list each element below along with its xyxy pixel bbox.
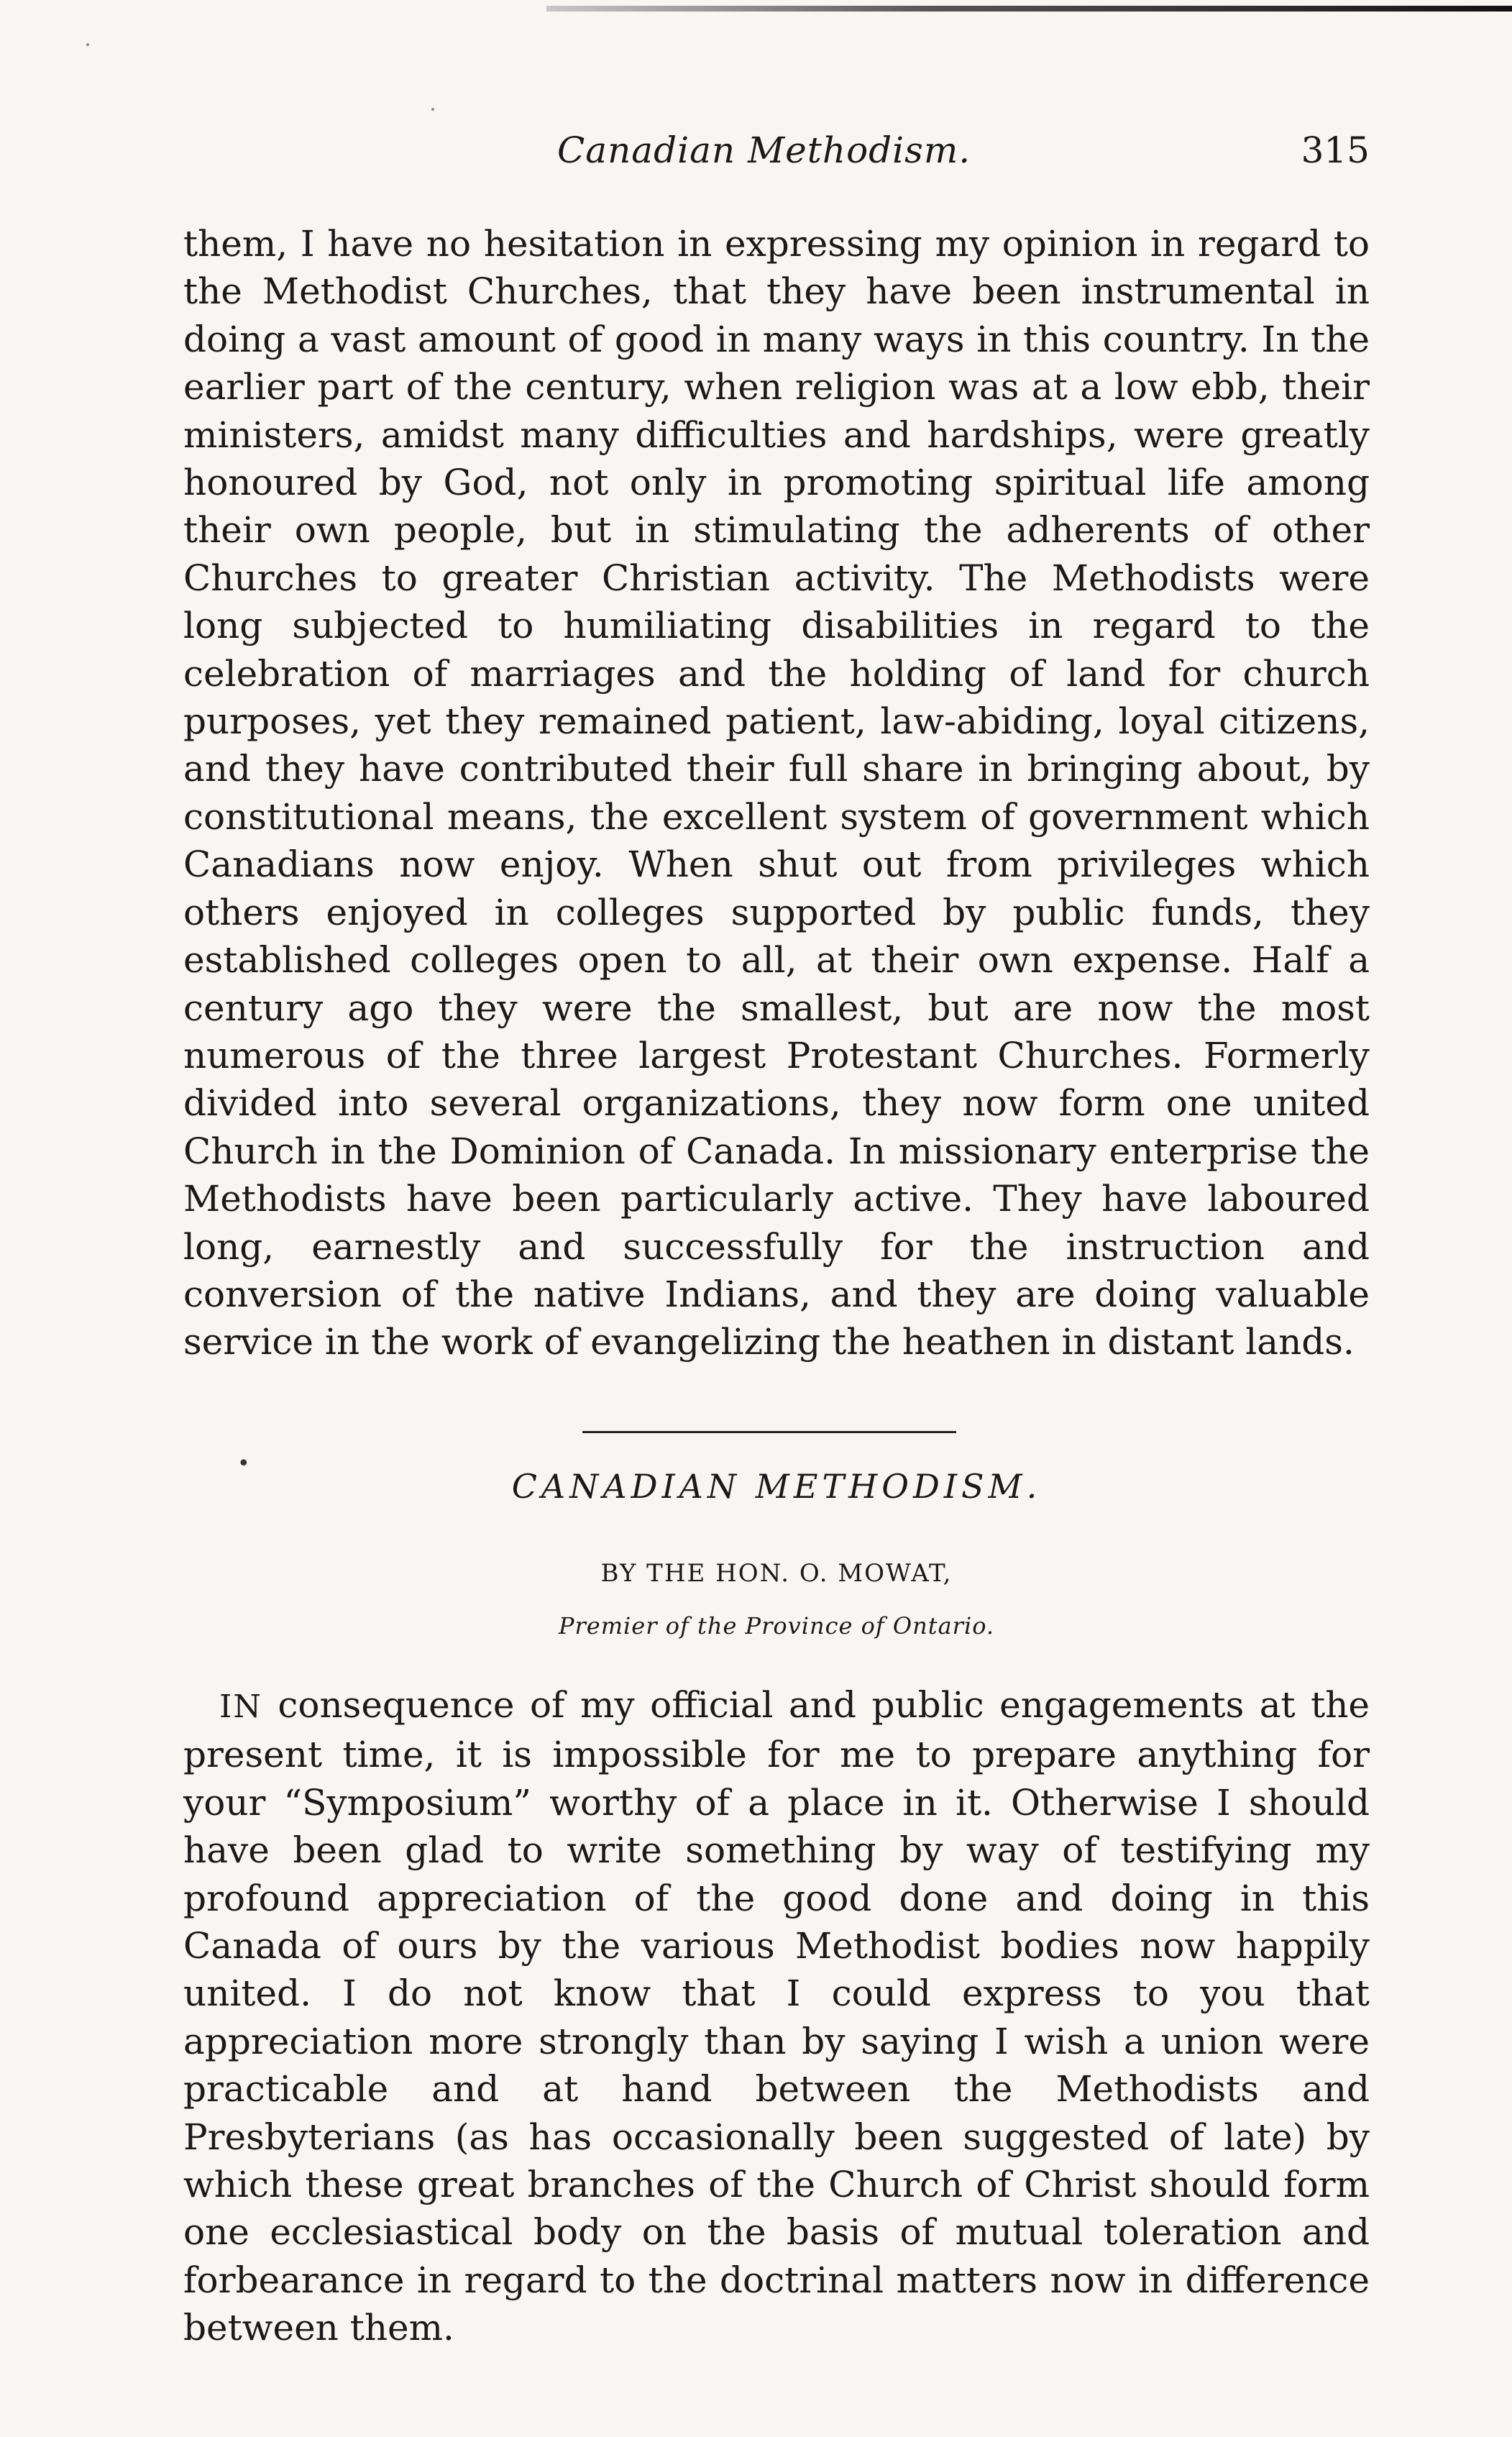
section-divider: [582, 1431, 956, 1433]
top-scan-rule: [546, 6, 1512, 12]
continued-paragraph: them, I have no hesitation in expressing my opinion in regard to the Methodist Churches, that they have been instrumental in doing a vast amount of good in many ways in this country. In the earlier part of the century, when religion was at a low ebb, their ministers, amidst many difficulties and hardships, were greatly honoured by God, not only in promoting spiritual life among their own people, but in stimulating the adherents of other Churches to greater Christian activity. The Methodists were long subjected to humiliating disabilities in regard to the celebration of marriages and the holding of land for church purposes, yet they remained patient, law-abiding, loyal citizens, and they have contributed their full share in bringing about, by constitutional means, the excellent system of government which Canadians now enjoy. When shut out from privileges which others enjoyed in colleges supported by public funds, they established colleges open to all, at their own expense. Half a century ago they were the smallest, but are now the most numerous of the three largest Protestant Churches. Formerly divided into several organizations, they now form one united Church in the Dominion of Canada. In missionary enterprise the Methodists have been particularly active. They have laboured long, earnestly and successfully for the instruction and conversion of the native Indians, and they are doing valuable service in the work of evangelizing the heathen in distant lands.: [183, 223, 1370, 1363]
scan-speck: [431, 108, 434, 111]
article-body-text: consequence of my official and public engagements at the present time, it is impossible for me to prepare anything for your “Symposium” worthy of a place in it. Otherwise I should have been glad to write something by way of testifying my profound appreciation of the good done and doing in this Canada of ours by the various Methodist bodies now happily united. I do not know that I could express to you that appreciation more strongly than by saying I wish a union were practicable and at hand between the Methodists and Presbyterians (as has occasionally been suggested of late) by which these great branches of the Church of Christ should form one ecclesiastical body on the basis of mutual toleration and forbearance in regard to the doctrinal matters now in difference between them.: [183, 1684, 1370, 2349]
scan-mark: •: [237, 1451, 250, 1476]
page-number: 315: [1301, 129, 1370, 171]
article-title: CANADIAN METHODISM.: [511, 1467, 1042, 1506]
article-byline: BY THE HON. O. MOWAT,: [600, 1559, 953, 1588]
page-header: [183, 129, 1370, 180]
article-paragraph: [183, 1681, 1370, 2352]
scan-speck: [86, 43, 89, 46]
running-title: Canadian Methodism.: [557, 129, 971, 171]
article-first-word: IN: [219, 1688, 262, 1725]
author-affiliation: Premier of the Province of Ontario.: [558, 1612, 995, 1640]
